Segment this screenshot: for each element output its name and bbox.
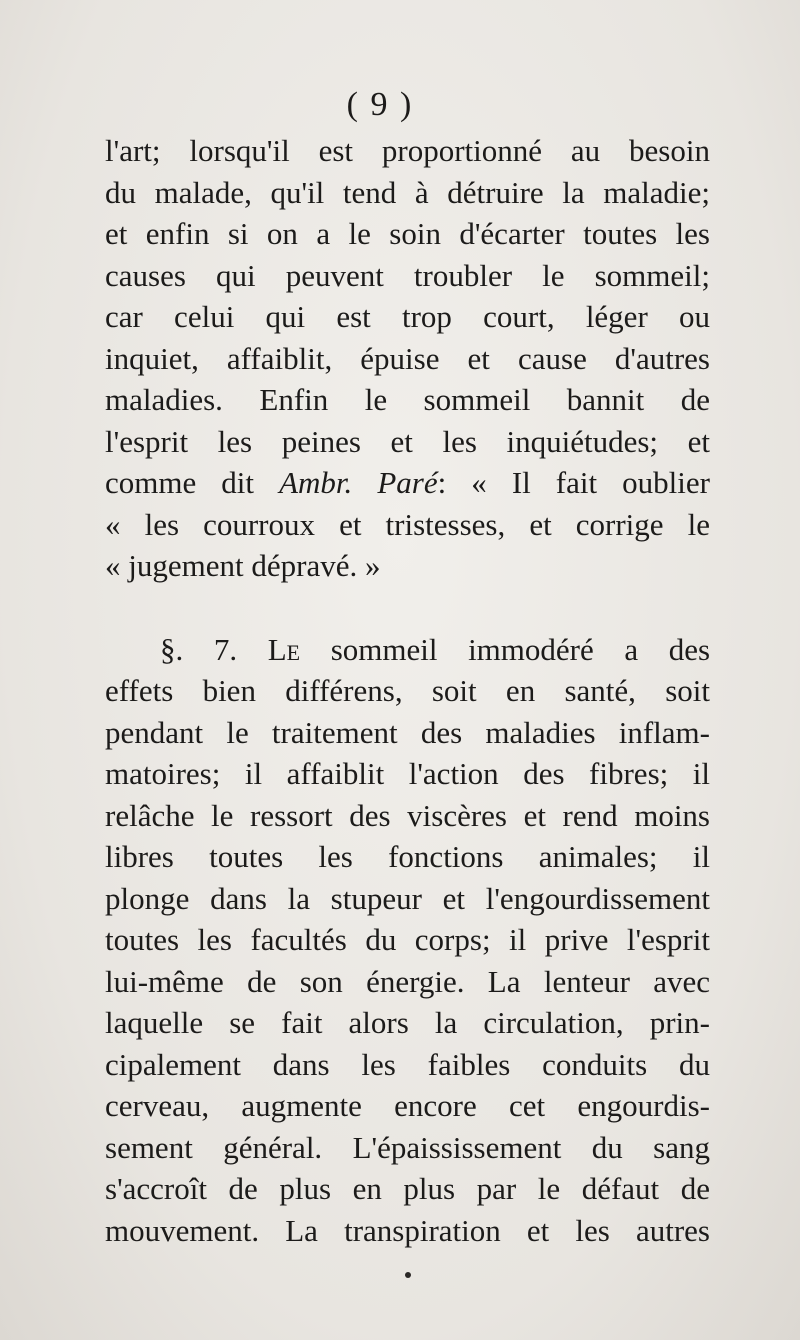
text-line: du malade, qu'il tend à détruire la maladie; bbox=[105, 174, 710, 210]
text-line: lui-même de son énergie. La lenteur avec bbox=[105, 963, 710, 999]
ink-speck bbox=[405, 1272, 411, 1278]
text-line: toutes les facultés du corps; il prive l'esprit bbox=[105, 922, 710, 957]
section-initial-word: Le bbox=[267, 631, 301, 667]
text-line: relâche le ressort des viscères et rend moins bbox=[105, 797, 710, 833]
text-line: inquiet, affaiblit, épuise et cause d'autres bbox=[105, 340, 710, 376]
page-text bbox=[105, 130, 710, 1251]
text-line: cipalement dans les faibles conduits du bbox=[105, 1046, 710, 1082]
section-first-line bbox=[105, 629, 710, 671]
text-line: car celui qui est trop court, léger ou bbox=[105, 299, 710, 334]
section-number: §. 7. bbox=[160, 631, 238, 667]
text-line: maladies. Enfin le sommeil bannit de bbox=[105, 382, 710, 417]
text-line: pendant le traitement des maladies inflam- bbox=[105, 714, 710, 750]
text-line: effets bien différens, soit en santé, soit bbox=[105, 673, 710, 708]
text-segment: sommeil immodéré a des bbox=[330, 631, 711, 667]
text-line: « les courroux et tristesses, et corrige le bbox=[105, 506, 710, 542]
text-segment: comme dit bbox=[105, 465, 280, 500]
text-line: l'art; lorsqu'il est proportionné au besoin bbox=[105, 133, 710, 168]
text-line: mouvement. La transpiration et les autres bbox=[105, 1212, 710, 1248]
text-line: libres toutes les fonctions animales; il bbox=[105, 839, 710, 874]
text-line: « jugement dépravé. » bbox=[105, 548, 381, 583]
text-line: matoires; il affaiblit l'action des fibres; il bbox=[105, 756, 710, 791]
text-line: plonge dans la stupeur et l'engourdissement bbox=[105, 880, 710, 916]
text-line-citation bbox=[105, 462, 710, 504]
text-line: sement général. L'épaississement du sang bbox=[105, 1129, 710, 1165]
page-number: ( 9 ) bbox=[346, 86, 414, 123]
author-name-italic: Ambr. Paré bbox=[279, 465, 438, 500]
text-line: laquelle se fait alors la circulation, prin- bbox=[105, 1005, 710, 1040]
text-line: et enfin si on a le soin d'écarter toutes les bbox=[105, 216, 710, 251]
text-line: causes qui peuvent troubler le sommeil; bbox=[105, 257, 710, 293]
text-line: l'esprit les peines et les inquiétudes; et bbox=[105, 423, 710, 459]
text-line: s'accroît de plus en plus par le défaut de bbox=[105, 1171, 710, 1206]
text-line: cerveau, augmente encore cet engourdis- bbox=[105, 1088, 710, 1123]
text-segment: : « Il fait oublier bbox=[437, 465, 710, 500]
